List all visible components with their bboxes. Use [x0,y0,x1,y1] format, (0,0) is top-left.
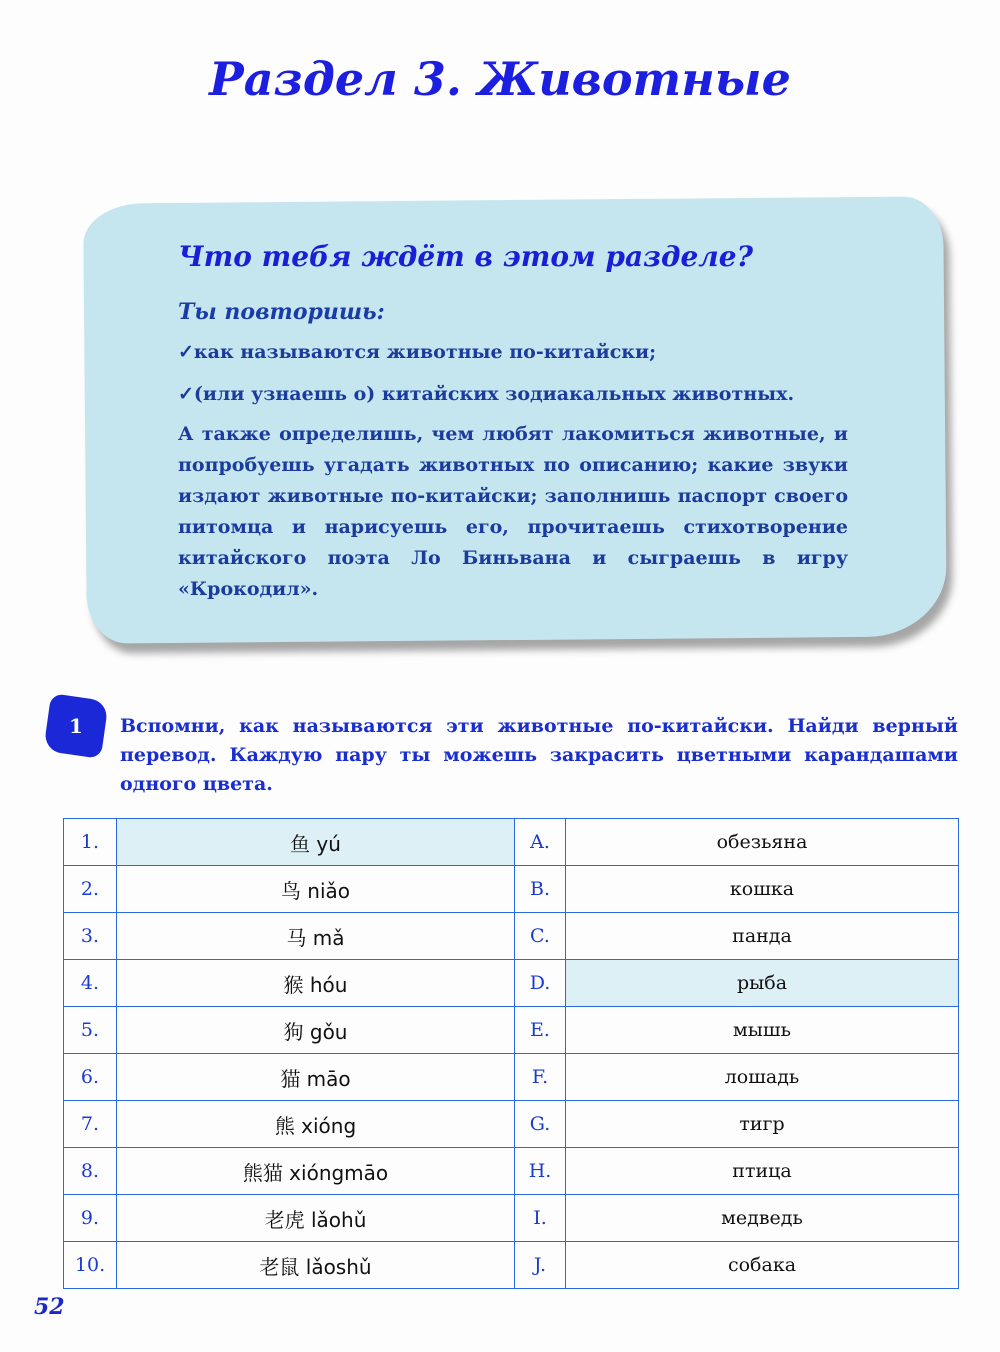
table-row [64,1148,959,1195]
info-box-heading: Что тебя ждёт в этом разделе? [178,240,753,273]
row-number: 7. [64,1101,117,1148]
chinese-word: 马 mǎ [117,913,515,960]
row-letter: G. [515,1101,566,1148]
table-row [64,1101,959,1148]
info-box-subheading: Ты повторишь: [178,299,385,325]
page-number: 52 [34,1294,65,1320]
russian-word: панда [566,913,959,960]
chinese-word: 鱼 yú [117,819,515,866]
row-number: 6. [64,1054,117,1101]
russian-word: кошка [566,866,959,913]
russian-word: птица [566,1148,959,1195]
check-item: ✓как называются животные по-китайски; [178,341,657,363]
russian-word: медведь [566,1195,959,1242]
info-box-paragraph: А также определишь, чем любят лакомиться животные, и попробуешь угадать животных по описанию; какие звуки издают животные по-китайски; заполнишь паспорт своего питомца и нарисуешь его, прочитаешь стихотворение китайского поэта Ло Биньвана и сыграешь в игру «Крокодил». [178,423,848,600]
chinese-word: 狗 gǒu [117,1007,515,1054]
matching-table [63,818,959,1289]
info-box [178,240,848,605]
row-letter: H. [515,1148,566,1195]
row-letter: B. [515,866,566,913]
checkmark-icon: ✓ [178,341,194,363]
chinese-word: 鸟 niǎo [117,866,515,913]
table-row [64,913,959,960]
checkmark-icon: ✓ [178,383,194,405]
table-row [64,960,959,1007]
task-instructions: Вспомни, как называются эти животные по-китайски. Найди верный перевод. Каждую пару ты можешь закрасить цветными карандашами одного цвета. [120,715,958,795]
chinese-word: 老虎 lǎohǔ [117,1195,515,1242]
row-letter: F. [515,1054,566,1101]
row-letter: E. [515,1007,566,1054]
row-letter: I. [515,1195,566,1242]
row-number: 9. [64,1195,117,1242]
russian-word: лошадь [566,1054,959,1101]
row-letter: D. [515,960,566,1007]
table-row [64,1007,959,1054]
row-letter: C. [515,913,566,960]
table-row [64,1195,959,1242]
check-item: ✓(или узнаешь о) китайских зодиакальных животных. [178,383,795,405]
table-row [64,866,959,913]
chinese-word: 熊 xióng [117,1101,515,1148]
row-number: 2. [64,866,117,913]
task-number-badge: 1 [43,693,109,759]
row-number: 3. [64,913,117,960]
russian-word: обезьяна [566,819,959,866]
row-number: 8. [64,1148,117,1195]
table-row [64,1054,959,1101]
chinese-word: 猫 māo [117,1054,515,1101]
russian-word: собака [566,1242,959,1289]
russian-word: мышь [566,1007,959,1054]
russian-word: рыба [566,960,959,1007]
table-row [64,1242,959,1289]
row-number: 5. [64,1007,117,1054]
row-number: 10. [64,1242,117,1289]
chinese-word: 老鼠 lǎoshǔ [117,1242,515,1289]
chinese-word: 猴 hóu [117,960,515,1007]
chinese-word: 熊猫 xióngmāo [117,1148,515,1195]
row-letter: A. [515,819,566,866]
section-title: Раздел 3. Животные [209,52,791,106]
row-number: 4. [64,960,117,1007]
table-row [64,819,959,866]
row-number: 1. [64,819,117,866]
row-letter: J. [515,1242,566,1289]
russian-word: тигр [566,1101,959,1148]
